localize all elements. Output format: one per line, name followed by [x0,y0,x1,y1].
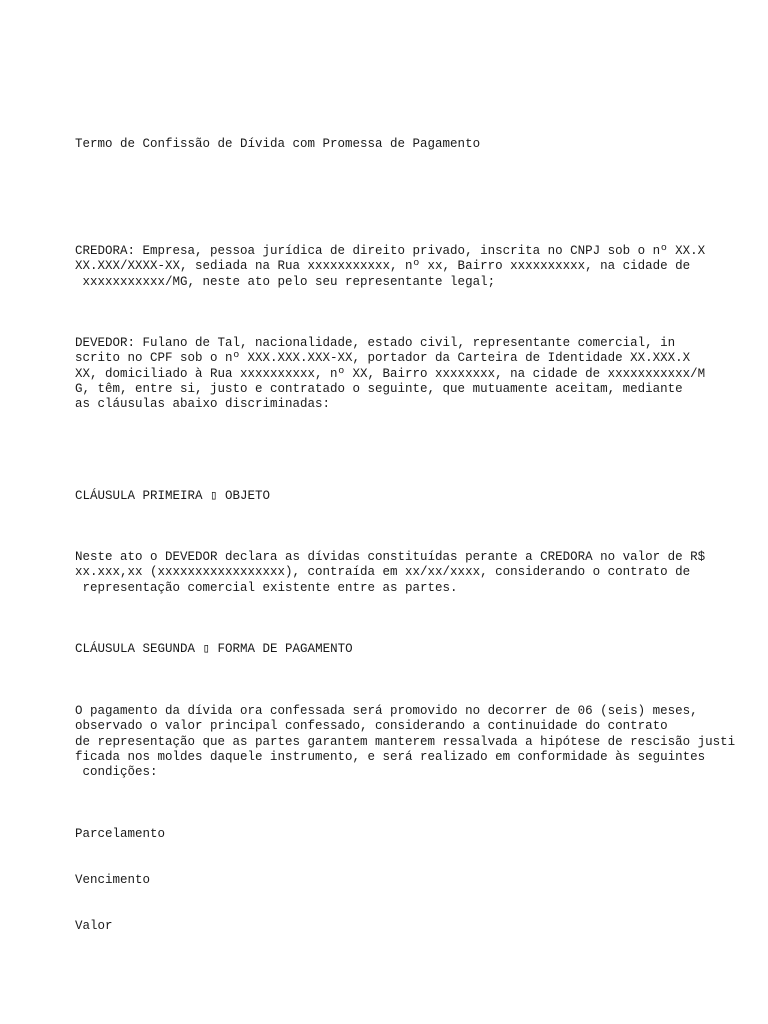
valor-label: Valor [75,919,113,933]
parcelamento-label: Parcelamento [75,827,166,841]
credora-paragraph: CREDORA: Empresa, pessoa jurídica de direito privado, inscrita no CNPJ sob o nº XX.X XX.XXX/XXXX-XX, sediada na Rua xxxxxxxxxxx, nº xx, Bairro xxxxxxxxxx, na cidade de xxxxxxxxxxx/MG, neste ato pelo seu representante legal; [75,244,706,289]
clausula-primeira-heading: CLÁUSULA PRIMEIRA ▯ OBJETO [75,489,271,503]
clausula-segunda-heading: CLÁUSULA SEGUNDA ▯ FORMA DE PAGAMENTO [75,642,353,656]
pagamento-paragraph: O pagamento da dívida ora confessada será promovido no decorrer de 06 (seis) meses, observado o valor principal confessado, considerando a continuidade do contrato de representação que as partes garantem manterem ressalvada a hipótese de rescisão justi ficada nos moldes daquele instrumento, e será realizado em conformidade às seguintes condições: [75,704,736,780]
vencimento-label: Vencimento [75,873,151,887]
objeto-paragraph: Neste ato o DEVEDOR declara as dívidas constituídas perante a CREDORA no valor de R$ xx.xxx,xx (xxxxxxxxxxxxxxxxx), contraída em xx/xx/xxxx, considerando o contrato de representação comercial existente entre as partes. [75,550,706,595]
devedor-paragraph: DEVEDOR: Fulano de Tal, nacionalidade, estado civil, representante comercial, in scrito no CPF sob o nº XXX.XXX.XXX-XX, portador da Carteira de Identidade XX.XXX.X XX, domiciliado à Rua xxxxxxxxxx, nº XX, Bairro xxxxxxxx, na cidade de xxxxxxxxxxx/M G, têm, entre si, justo e contratado o seguinte, que mutuamente aceitam, mediante as cláusulas abaixo discriminadas: [75,336,706,412]
document-title: Termo de Confissão de Dívida com Promessa de Pagamento [75,137,481,151]
